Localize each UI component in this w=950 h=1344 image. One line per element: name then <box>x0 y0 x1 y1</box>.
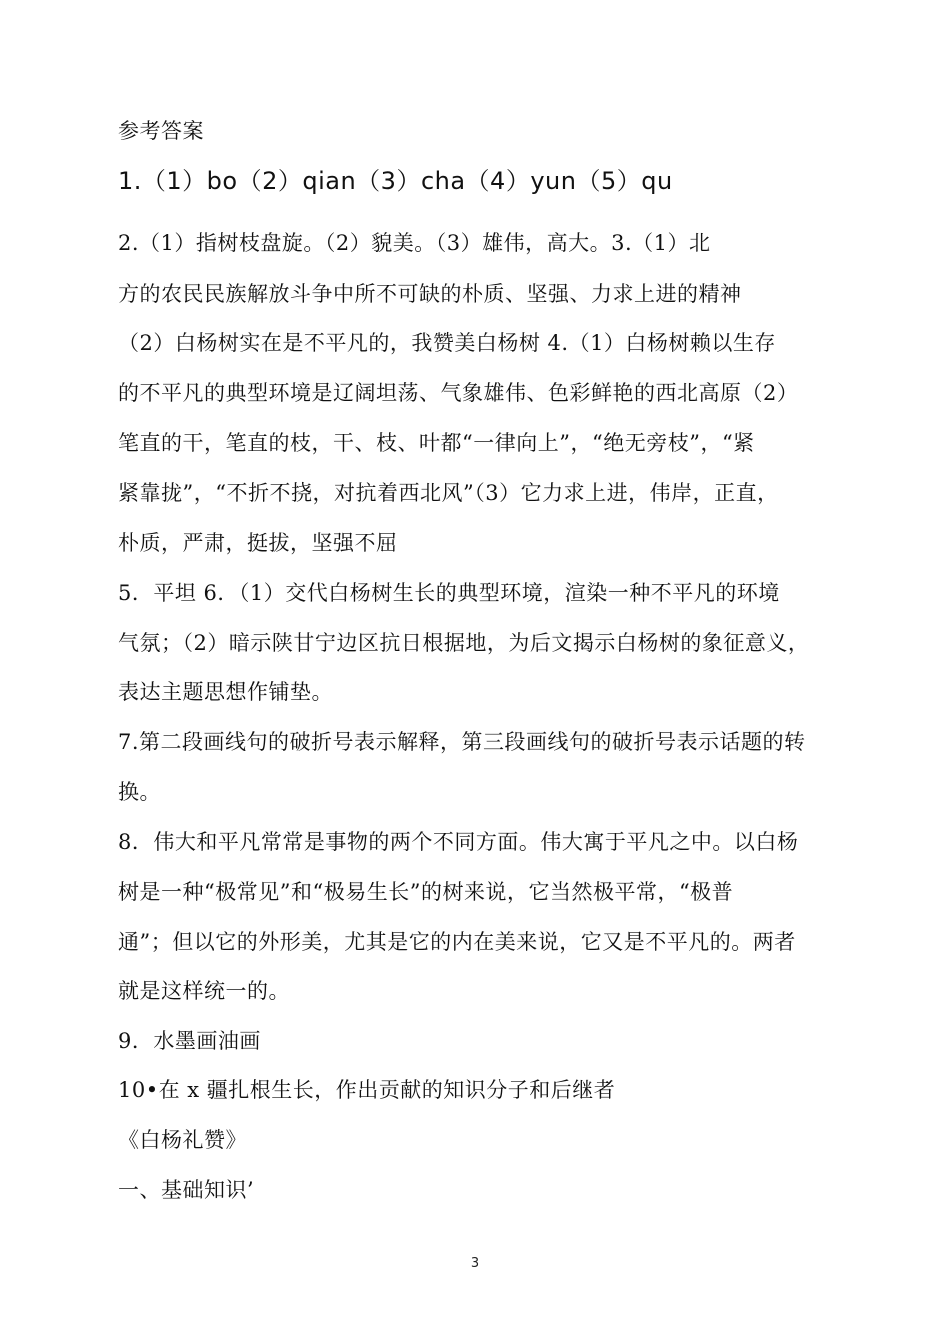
answer-line-17: 就是这样统一的。 <box>118 979 290 1003</box>
answer-line-1: 1.（1）bo（2）qian（3）cha（4）yun（5）qu <box>118 167 673 195</box>
answer-line-8: 朴质，严肃，挺拔，坚强不屈 <box>118 531 398 555</box>
section-title: 《白杨礼赞》 <box>118 1128 247 1152</box>
answer-line-9: 5．平坦 6．（1）交代白杨树生长的典型环境，渲染一种不平凡的环境 <box>118 581 780 605</box>
answer-line-14: 8．伟大和平凡常常是事物的两个不同方面。伟大寓于平凡之中。以白杨 <box>118 830 799 854</box>
answer-line-3: 方的农民民族解放斗争中所不可缺的朴质、坚强、力求上进的精神 <box>118 282 742 306</box>
page-number: 3 <box>470 1256 480 1271</box>
answer-heading: 参考答案 <box>118 119 204 143</box>
answer-line-5: 的不平凡的典型环境是辽阔坦荡、气象雄伟、色彩鲜艳的西北高原（2） <box>118 381 799 405</box>
answer-line-18: 9．水墨画油画 <box>118 1029 261 1053</box>
section-subtitle: 一、基础知识’ <box>118 1178 255 1202</box>
answer-line-2: 2.（1）指树枝盘旋。（2）貌美。（3）雄伟，高大。3.（1）北 <box>118 231 711 255</box>
answer-line-10: 气氛；（2）暗示陕甘宁边区抗日根据地，为后文揭示白杨树的象征意义， <box>118 631 810 655</box>
answer-line-12: 7.第二段画线句的破折号表示解释，第三段画线句的破折号表示话题的转 <box>118 730 806 754</box>
answer-line-7: 紧靠拢”，“不折不挠，对抗着西北风”（3）它力求上进，伟岸，正直， <box>118 481 779 505</box>
answer-line-15: 树是一种“极常见”和“极易生长”的树来说，它当然极平常，“极普 <box>118 880 734 904</box>
answer-line-16: 通”；但以它的外形美，尤其是它的内在美来说，它又是不平凡的。两者 <box>118 930 796 954</box>
answer-line-11: 表达主题思想作铺垫。 <box>118 680 333 704</box>
answer-line-6: 笔直的干，笔直的枝，干、枝、叶都“一律向上”，“绝无旁枝”，“紧 <box>118 431 755 455</box>
answer-line-4: （2）白杨树实在是不平凡的，我赞美白杨树 4.（1）白杨树赖以生存 <box>118 331 776 355</box>
answer-line-13: 换。 <box>118 780 161 804</box>
answer-line-19: 10•在 x 疆扎根生长，作出贡献的知识分子和后继者 <box>118 1078 616 1102</box>
